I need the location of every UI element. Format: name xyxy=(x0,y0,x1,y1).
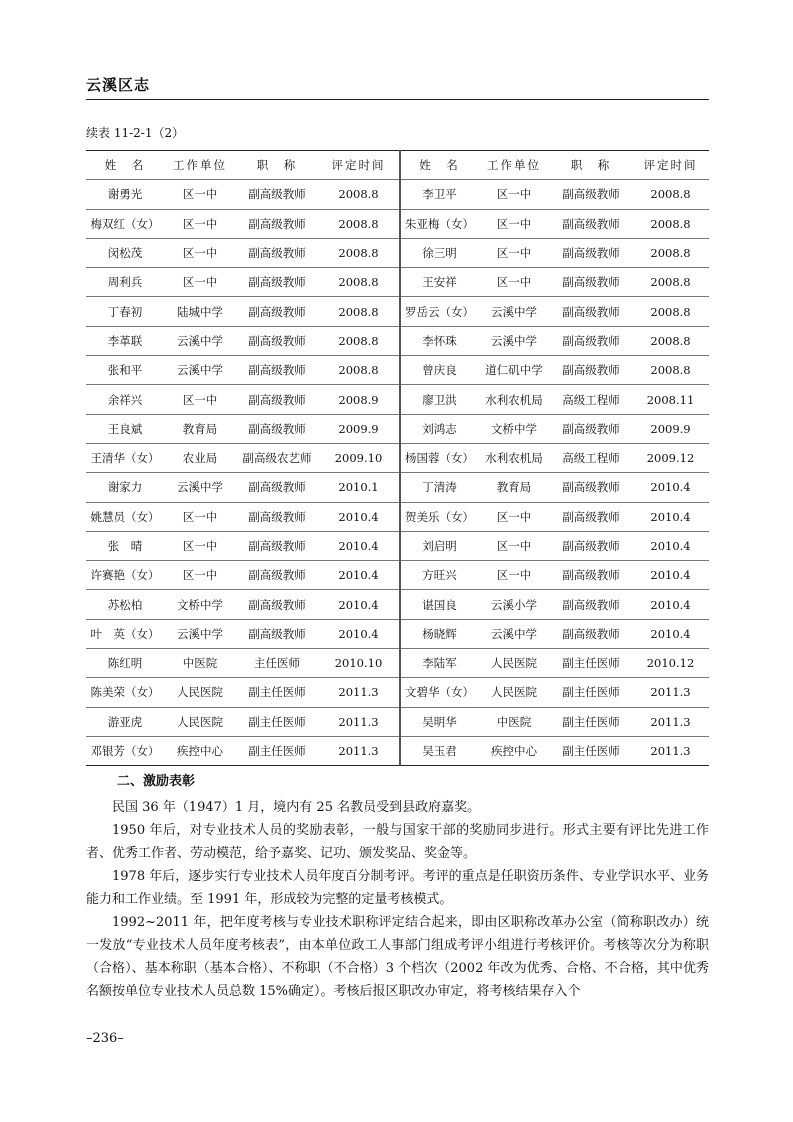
table-cell: 2010.4 xyxy=(650,626,691,641)
table-cell: 2010.4 xyxy=(650,509,691,524)
table-cell: 农业局 xyxy=(182,451,218,466)
table-cell: 区一中 xyxy=(496,275,532,290)
table-cell: 余祥兴 xyxy=(107,392,143,407)
table-cell: 王安祥 xyxy=(422,275,457,290)
table-cell: 副高级教师 xyxy=(562,626,620,641)
table-cell: 游亚虎 xyxy=(107,714,143,729)
table-cell: 2010.4 xyxy=(318,619,400,648)
table-cell: 刘启明 xyxy=(422,539,457,553)
table-cell: 方旺兴 xyxy=(422,568,457,583)
table-cell: 杨晓辉 xyxy=(422,626,457,641)
table-cell: 文桥中学 xyxy=(491,421,537,436)
table-row xyxy=(86,502,709,531)
table-row xyxy=(86,619,709,648)
table-cell: 云溪中学 xyxy=(177,480,223,495)
table-cell: 区一中 xyxy=(496,568,532,583)
table-cell: 姚慧员（女） xyxy=(90,509,160,524)
column-header: 职 称 xyxy=(570,158,612,173)
table-cell: 2009.9 xyxy=(650,421,691,436)
table-row xyxy=(86,385,709,414)
table-cell: 水利农机局 xyxy=(485,451,543,466)
table-cell: 2008.8 xyxy=(318,356,400,385)
table-cell: 主任医师 xyxy=(254,656,300,671)
table-row xyxy=(86,531,709,560)
table-cell: 副高级教师 xyxy=(562,363,620,378)
table-row xyxy=(86,356,709,385)
table-cell: 陈美荣（女） xyxy=(90,685,160,700)
table-cell: 2008.8 xyxy=(650,216,691,231)
honors-table xyxy=(86,150,709,766)
table-cell: 副高级教师 xyxy=(248,304,306,319)
table-cell: 2011.3 xyxy=(318,707,400,736)
table-row xyxy=(86,268,709,297)
table-cell: 2010.1 xyxy=(318,473,400,502)
table-cell: 区一中 xyxy=(182,568,218,583)
table-cell: 云溪中学 xyxy=(177,333,223,348)
table-cell: 云溪中学 xyxy=(177,363,223,378)
table-cell: 曾庆良 xyxy=(422,363,457,378)
book-title: 云溪区志 xyxy=(86,76,151,94)
table-cell: 2010.4 xyxy=(318,502,400,531)
table-body xyxy=(86,180,709,766)
table-cell: 2008.8 xyxy=(318,326,400,355)
column-header: 工作单位 xyxy=(487,158,541,173)
table-cell: 陆城中学 xyxy=(177,304,223,319)
table-cell: 副高级教师 xyxy=(248,275,306,290)
table-cell: 吴玉君 xyxy=(422,744,457,759)
column-header: 职 称 xyxy=(256,158,298,173)
table-cell: 文碧华（女） xyxy=(405,685,474,700)
table-cell: 2008.8 xyxy=(650,187,691,202)
table-row xyxy=(86,590,709,619)
table-cell: 云溪中学 xyxy=(491,304,537,319)
table-cell: 中医院 xyxy=(496,714,532,729)
table-cell: 2008.11 xyxy=(646,392,695,407)
table-cell: 2010.4 xyxy=(318,531,400,560)
table-cell: 叶 英（女） xyxy=(90,626,160,641)
table-cell: 区一中 xyxy=(182,392,218,407)
table-cell: 2011.3 xyxy=(318,678,400,707)
table-cell: 副高级教师 xyxy=(248,187,306,202)
table-cell: 副高级教师 xyxy=(248,597,306,612)
paragraph: 1978 年后，逐步实行专业技术人员年度百分制考评。考评的重点是任职资历条件、专业学识水平、业务能力和工作业绩。至 1991 年，形成较为完整的定量考核模式。 xyxy=(86,869,709,907)
table-row xyxy=(86,473,709,502)
table-cell: 区一中 xyxy=(496,187,532,202)
table-cell: 云溪中学 xyxy=(177,626,223,641)
column-header: 评定时间 xyxy=(643,158,698,173)
table-row xyxy=(86,414,709,443)
table-cell: 水利农机局 xyxy=(485,392,543,407)
table-cell: 副高级农艺师 xyxy=(242,451,312,466)
table-cell: 2010.12 xyxy=(646,656,695,671)
table-cell: 副主任医师 xyxy=(562,714,620,729)
table-cell: 副主任医师 xyxy=(562,656,620,671)
table-cell: 区一中 xyxy=(182,539,218,553)
table-cell: 副高级教师 xyxy=(562,333,620,348)
table-cell: 副主任医师 xyxy=(248,714,306,729)
table-cell: 副高级教师 xyxy=(562,539,620,553)
table-row xyxy=(86,678,709,707)
table-cell: 贺美乐（女） xyxy=(405,509,474,524)
table-row xyxy=(86,180,709,209)
table-cell: 2008.8 xyxy=(318,238,400,267)
table-cell: 谌国良 xyxy=(422,597,457,612)
table-cell: 副高级教师 xyxy=(562,480,620,495)
table-cell: 教育局 xyxy=(496,480,532,495)
table-cell: 2008.8 xyxy=(650,275,691,290)
table-cell: 云溪中学 xyxy=(491,626,537,641)
table-cell: 2008.8 xyxy=(318,180,400,209)
table-cell: 区一中 xyxy=(182,509,218,524)
table-cell: 副高级教师 xyxy=(562,304,620,319)
table-cell: 副高级教师 xyxy=(248,216,306,231)
table-cell: 副主任医师 xyxy=(248,744,306,759)
table-cell: 2010.4 xyxy=(650,539,691,553)
table-cell: 2011.3 xyxy=(650,714,691,729)
table-cell: 2008.8 xyxy=(650,304,691,319)
table-cell: 副高级教师 xyxy=(562,509,620,524)
page-number: –236– xyxy=(86,1031,124,1046)
table-cell: 副高级教师 xyxy=(562,568,620,583)
table-cell: 谢家力 xyxy=(107,480,143,495)
table-cell: 2008.9 xyxy=(318,385,400,414)
table-cell: 苏松柏 xyxy=(107,597,143,612)
table-cell: 副高级教师 xyxy=(248,480,306,495)
table-cell: 2008.8 xyxy=(650,363,691,378)
table-cell: 副高级教师 xyxy=(248,392,306,407)
table-cell: 2011.3 xyxy=(650,685,691,700)
table-cell: 疾控中心 xyxy=(491,744,537,759)
table-cell: 丁清涛 xyxy=(422,480,457,495)
table-cell: 教育局 xyxy=(182,421,218,436)
table-cell: 李革联 xyxy=(107,333,143,348)
table-cell: 副高级教师 xyxy=(562,187,620,202)
table-cell: 道仁矶中学 xyxy=(485,363,543,378)
table-cell: 区一中 xyxy=(496,509,532,524)
table-cell: 副高级教师 xyxy=(248,333,306,348)
table-header-row xyxy=(86,151,709,180)
table-cell: 人民医院 xyxy=(491,685,537,700)
table-cell: 副高级教师 xyxy=(562,216,620,231)
table-cell: 中医院 xyxy=(182,656,218,671)
table-cell: 副主任医师 xyxy=(562,744,620,759)
table-caption: 续表 11-2-1（2） xyxy=(86,126,185,140)
table-row xyxy=(86,736,709,765)
table-cell: 高级工程师 xyxy=(562,451,620,466)
table-cell: 2008.8 xyxy=(318,268,400,297)
column-header: 姓 名 xyxy=(419,158,460,173)
table-cell: 云溪小学 xyxy=(491,597,537,612)
table-cell: 刘鸿志 xyxy=(422,421,457,436)
table-cell: 区一中 xyxy=(182,246,218,261)
column-header: 工作单位 xyxy=(173,158,227,173)
table-cell: 副高级教师 xyxy=(248,363,306,378)
table-row xyxy=(86,326,709,355)
paragraph: 1992~2011 年，把年度考核与专业技术职称评定结合起来，即由区职称改革办公室（简称职改办）统一发放“专业技术人员年度考核表”，由本单位政工人事部门组成考评小组进行考核评价。考核等次分为称职（合格）、基本称职（基本合格）、不称职（不合格）3 个档次（2002 年改为优秀、合格、不合格，其中优秀名额按单位专业技术人员总数 15%确定）。考核后报区职改办审定，将考核结果存入个 xyxy=(86,915,709,999)
table-cell: 副高级教师 xyxy=(248,509,306,524)
table-cell: 2010.4 xyxy=(650,597,691,612)
body-text xyxy=(86,796,709,1003)
table-row xyxy=(86,649,709,678)
table-cell: 2009.10 xyxy=(318,443,400,472)
table-cell: 周利兵 xyxy=(107,275,143,290)
table-cell: 副高级教师 xyxy=(248,626,306,641)
table-cell: 云溪中学 xyxy=(491,333,537,348)
table-cell: 邓银芳（女） xyxy=(90,744,160,759)
table-cell: 2009.12 xyxy=(646,451,695,466)
table-cell: 李卫平 xyxy=(422,187,457,202)
table-cell: 副高级教师 xyxy=(562,275,620,290)
table-cell: 2009.9 xyxy=(318,414,400,443)
table-cell: 2008.8 xyxy=(650,333,691,348)
table-cell: 2010.4 xyxy=(650,568,691,583)
paragraph: 1950 年后，对专业技术人员的奖励表彰，一般与国家干部的奖励同步进行。形式主要有评比先进工作者、优秀工作者、劳动模范，给予嘉奖、记功、颁发奖品、奖金等。 xyxy=(86,823,709,861)
table-cell: 谢勇光 xyxy=(107,187,143,202)
table-cell: 高级工程师 xyxy=(562,392,620,407)
table-cell: 2010.4 xyxy=(318,561,400,590)
table-row xyxy=(86,209,709,238)
table-cell: 区一中 xyxy=(182,187,218,202)
table-cell: 副高级教师 xyxy=(562,246,620,261)
table-cell: 吴明华 xyxy=(422,714,457,729)
table-cell: 杨国蓉（女） xyxy=(405,451,474,466)
section-heading: 二、激励表彰 xyxy=(117,774,196,789)
header-rule xyxy=(86,99,709,100)
table-cell: 副高级教师 xyxy=(248,539,306,553)
column-header: 姓 名 xyxy=(104,158,146,173)
table-cell: 2008.8 xyxy=(318,297,400,326)
table-cell: 陈红明 xyxy=(107,656,143,671)
table-cell: 罗岳云（女） xyxy=(405,304,474,319)
table-cell: 区一中 xyxy=(496,246,532,261)
table-cell: 区一中 xyxy=(182,275,218,290)
table-cell: 许赛艳（女） xyxy=(90,568,160,583)
table-cell: 徐三明 xyxy=(422,246,457,261)
table-cell: 2010.4 xyxy=(318,590,400,619)
table-row xyxy=(86,561,709,590)
table-cell: 2011.3 xyxy=(650,744,691,759)
table-cell: 丁春初 xyxy=(107,304,143,319)
table-cell: 人民医院 xyxy=(177,685,223,700)
table-cell: 副高级教师 xyxy=(562,597,620,612)
table-cell: 李怀珠 xyxy=(422,333,457,348)
table-cell: 张和平 xyxy=(107,363,143,378)
table-cell: 2008.8 xyxy=(318,209,400,238)
table-cell: 副高级教师 xyxy=(562,421,620,436)
table-cell: 区一中 xyxy=(182,216,218,231)
table-cell: 副主任医师 xyxy=(562,685,620,700)
table-cell: 文桥中学 xyxy=(177,597,223,612)
paragraph: 民国 36 年（1947）1 月，境内有 25 名教员受到县政府嘉奖。 xyxy=(112,800,481,815)
table-cell: 王清华（女） xyxy=(90,451,160,466)
table-cell: 区一中 xyxy=(496,216,532,231)
table-row xyxy=(86,297,709,326)
table-row xyxy=(86,443,709,472)
table-cell: 朱亚梅（女） xyxy=(405,216,474,231)
table-cell: 区一中 xyxy=(496,539,532,553)
table-cell: 王良斌 xyxy=(107,421,143,436)
table-cell: 2011.3 xyxy=(318,736,400,765)
table-cell: 2008.8 xyxy=(650,246,691,261)
table-cell: 梅双红（女） xyxy=(90,216,160,231)
table-cell: 副高级教师 xyxy=(248,246,306,261)
table-cell: 2010.10 xyxy=(318,649,400,678)
table-cell: 2010.4 xyxy=(650,480,691,495)
table-row xyxy=(86,238,709,267)
table-cell: 疾控中心 xyxy=(177,744,223,759)
table-cell: 闵松茂 xyxy=(107,246,143,261)
column-header: 评定时间 xyxy=(318,151,400,180)
table-cell: 副主任医师 xyxy=(248,685,306,700)
table-cell: 李陆军 xyxy=(422,656,457,671)
table-cell: 副高级教师 xyxy=(248,421,306,436)
table-cell: 廖卫洪 xyxy=(422,392,457,407)
table-cell: 副高级教师 xyxy=(248,568,306,583)
table-cell: 张 晴 xyxy=(107,539,143,553)
table-cell: 人民医院 xyxy=(177,714,223,729)
table-cell: 人民医院 xyxy=(491,656,537,671)
table-row xyxy=(86,707,709,736)
